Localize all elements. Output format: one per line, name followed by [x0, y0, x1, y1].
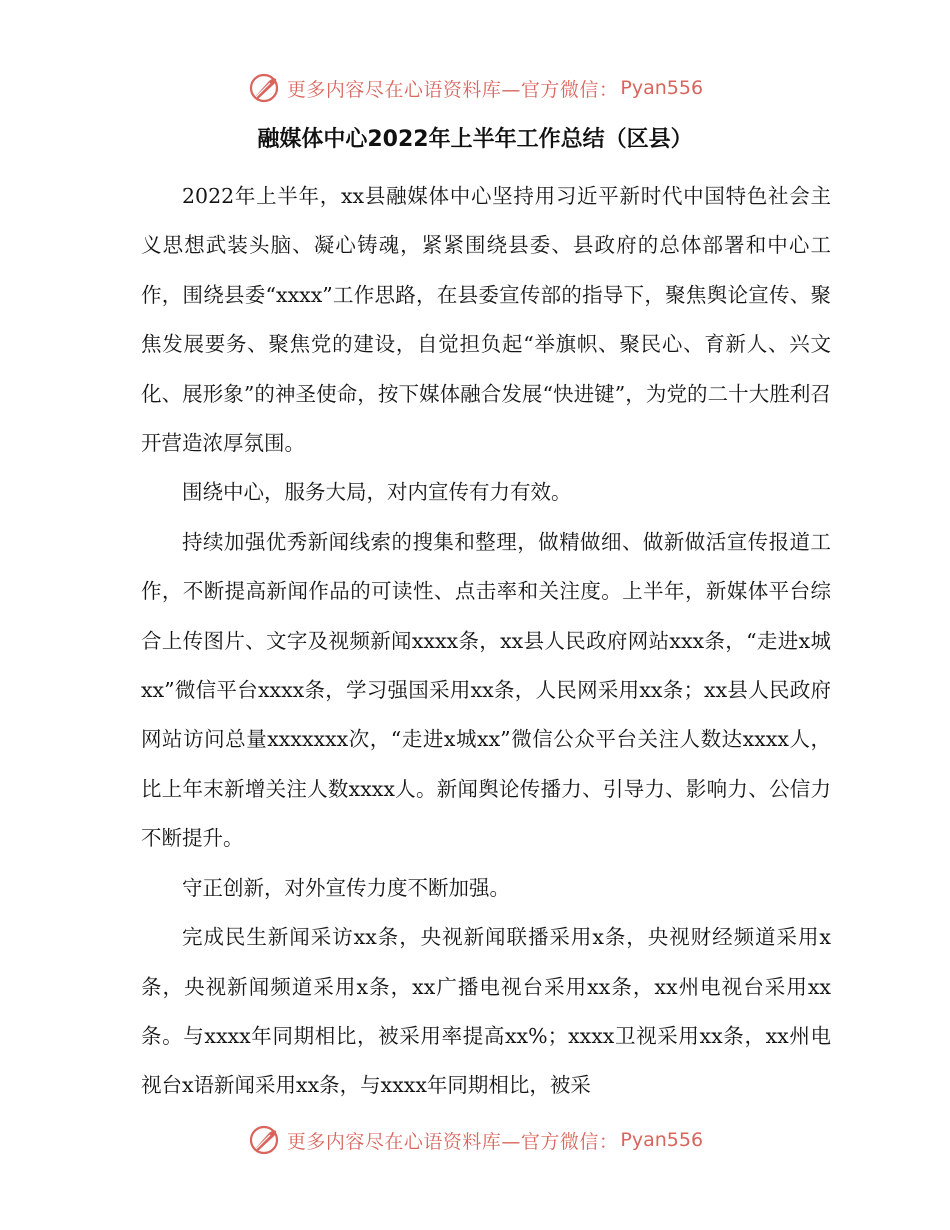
footer-watermark [0, 1120, 950, 1160]
quill-pen-icon [247, 1123, 281, 1157]
document-body [141, 172, 831, 1111]
paragraph-intro: 2022年上半年，xx县融媒体中心坚持用习近平新时代中国特色社会主义思想武装头脑、凝心铸魂，紧紧围绕县委、县政府的总体部署和中心工作，围绕县委“xxxx”工作思路，在县委宣传部的指导下，聚焦舆论宣传、聚焦发展要务、聚焦党的建设，自觉担负起“举旗帜、聚民心、育新人、兴文化、展形象”的神圣使命，按下媒体融合发展“快进键”，为党的二十大胜利召开营造浓厚氛围。 [141, 184, 831, 456]
watermark-handle: Pyan556 [620, 1129, 704, 1151]
paragraph-heading-external: 守正创新，对外宣传力度不断加强。 [182, 875, 510, 900]
paragraph-heading-internal: 围绕中心，服务大局，对内宣传有力有效。 [182, 480, 572, 505]
watermark-text: 更多内容尽在心语资料库—官方微信： [286, 78, 619, 101]
watermark-handle: Pyan556 [620, 77, 704, 99]
paragraph-internal-details: 持续加强优秀新闻线索的搜集和整理，做精做细、做新做活宣传报道工作，不断提高新闻作品的可读性、点击率和关注度。上半年，新媒体平台综合上传图片、文字及视频新闻xxxx条，xx县人民政府网站xxx条，“走进x城xx”微信平台xxxx条，学习强国采用xx条，人民网采用xx条；xx县人民政府网站访问总量xxxxxxx次，“走进x城xx”微信公众平台关注人数达xxxx人，比上年末新增关注人数xxxx人。新闻舆论传播力、引导力、影响力、公信力不断提升。 [141, 529, 831, 851]
quill-pen-icon [247, 71, 281, 105]
watermark-text: 更多内容尽在心语资料库—官方微信： [286, 1130, 619, 1153]
document-title: 融媒体中心2022年上半年工作总结（区县） [257, 127, 693, 152]
paragraph-external-details: 完成民生新闻采访xx条，央视新闻联播采用x条，央视财经频道采用x条，央视新闻频道采用x条，xx广播电视台采用xx条，xx州电视台采用xx条。与xxxx年同期相比，被采用率提高xx%；xxxx卫视采用xx条，xx州电视台x语新闻采用xx条，与xxxx年同期相比，被采 [141, 925, 831, 1098]
header-watermark [0, 68, 950, 108]
